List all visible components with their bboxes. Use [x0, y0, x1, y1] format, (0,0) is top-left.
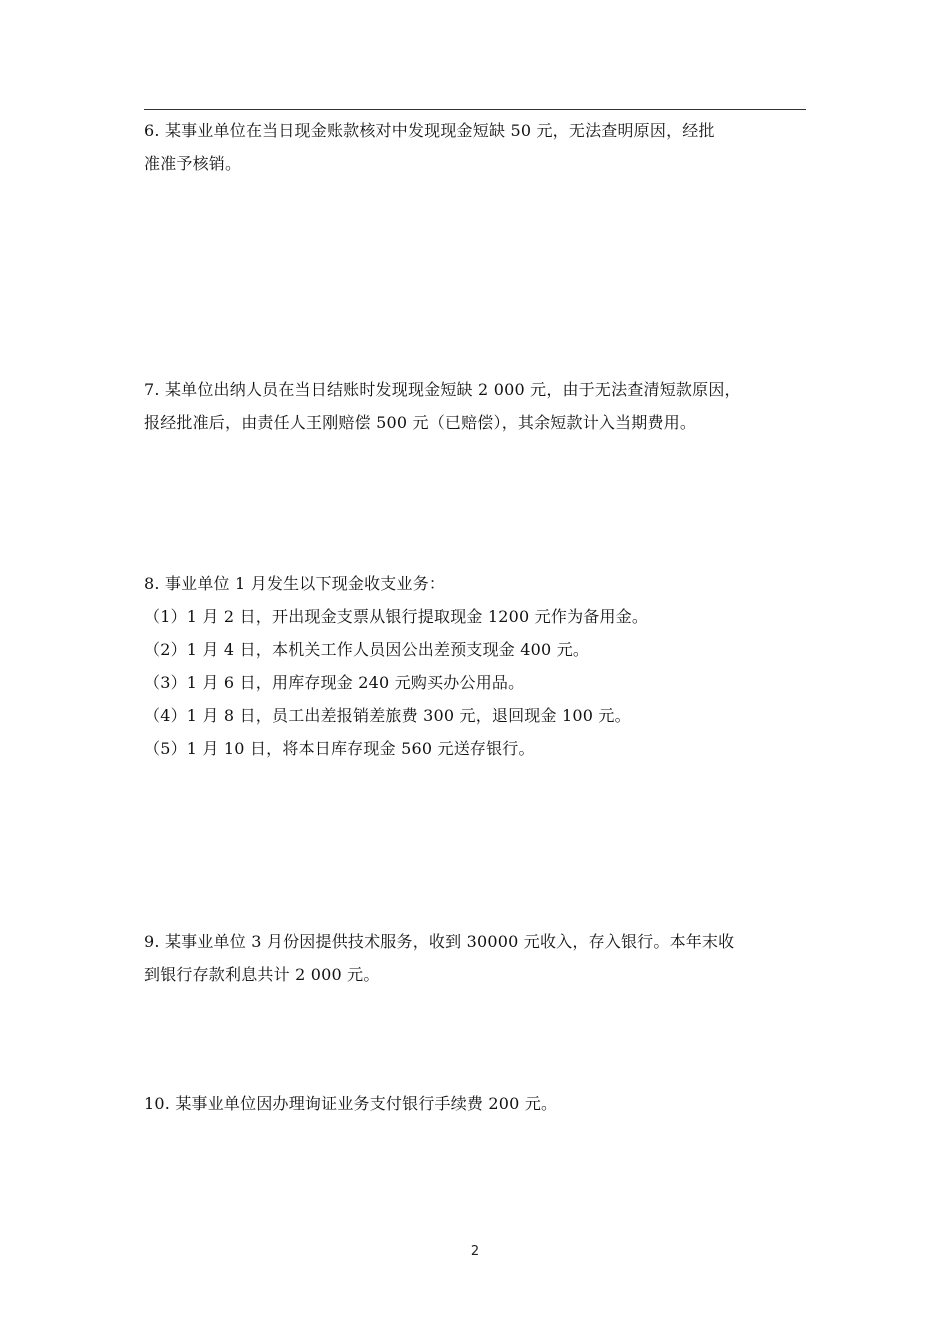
question-6-line-2: 准准予核销。 [144, 154, 242, 173]
question-10-line-1: 10. 某事业单位因办理询证业务支付银行手续费 200 元。 [144, 1094, 558, 1113]
question-9-line-1: 9. 某事业单位 3 月份因提供技术服务，收到 30000 元收入，存入银行。本年末收 [144, 932, 735, 951]
question-8-line-1: 8. 事业单位 1 月发生以下现金收支业务： [144, 574, 446, 593]
question-8-line-3: （2）1 月 4 日，本机关工作人员因公出差预支现金 400 元。 [144, 640, 590, 659]
header-rule [144, 109, 806, 110]
question-8-line-4: （3）1 月 6 日，用库存现金 240 元购买办公用品。 [144, 673, 525, 692]
question-8-line-5: （4）1 月 8 日，员工出差报销差旅费 300 元，退回现金 100 元。 [144, 706, 631, 725]
question-8-line-6: （5）1 月 10 日，将本日库存现金 560 元送存银行。 [144, 739, 535, 758]
question-7-line-2: 报经批准后，由责任人王刚赔偿 500 元（已赔偿），其余短款计入当期费用。 [144, 413, 697, 432]
question-8-line-2: （1）1 月 2 日，开出现金支票从银行提取现金 1200 元作为备用金。 [144, 607, 649, 626]
question-7-line-1: 7. 某单位出纳人员在当日结账时发现现金短缺 2 000 元，由于无法查清短款原因， [144, 380, 741, 399]
question-6-line-1: 6. 某事业单位在当日现金账款核对中发现现金短缺 50 元，无法查明原因，经批 [144, 121, 715, 140]
page-number: 2 [470, 1244, 480, 1259]
question-9-line-2: 到银行存款利息共计 2 000 元。 [144, 965, 380, 984]
